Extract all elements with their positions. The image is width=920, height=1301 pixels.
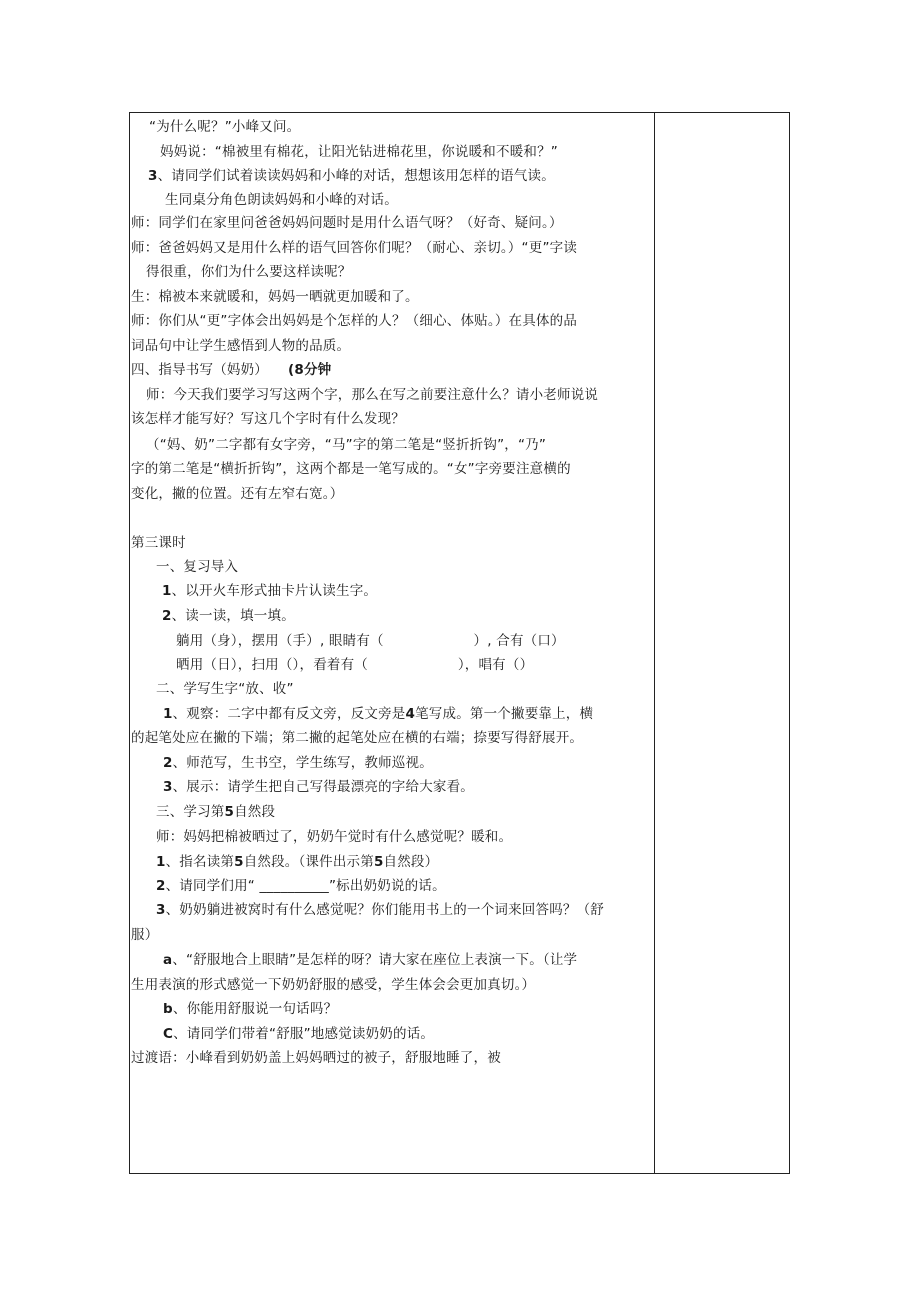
text-line: 生同桌分角色朗读妈妈和小峰的对话。	[165, 192, 398, 208]
text-line: 生用表演的形式感觉一下奶奶舒服的感受，学生体会会更加真切。）	[131, 977, 536, 993]
text-line: “为什么呢？”小峰又问。	[149, 119, 301, 135]
text-line: 妈妈说：“棉被里有棉花，让阳光钻进棉花里，你说暖和不暖和？”	[160, 144, 558, 160]
text-line: 师：爸爸妈妈又是用什么样的语气回答你们呢？（耐心、亲切。）“更”字读	[131, 240, 578, 256]
text-line: 师：今天我们要学习写这两个字，那么在写之前要注意什么？请小老师说说	[146, 387, 599, 403]
text-line: 晒用（日），扫用（），看着有（ ），唱有（）	[176, 657, 534, 673]
text-line: 的起笔处应在撇的下端；第二撇的起笔处应在横的右端；捺要写得舒展开。	[131, 730, 584, 746]
text-line: 字的第二笔是“横折折钩”，这两个都是一笔写成的。“女”字旁要注意横的	[131, 461, 571, 477]
text-line: 师：同学们在家里问爸爸妈妈问题时是用什么语气呀？（好奇、疑问。）	[131, 215, 563, 231]
section-heading: 四、指导书写（妈奶） (8分钟	[131, 362, 332, 378]
text-line: 生：棉被本来就暖和，妈妈一晒就更加暖和了。	[131, 289, 419, 305]
text-line: （“妈、奶”二字都有女字旁，“马”字的第二笔是“竖折折钩”，“乃”	[146, 437, 547, 453]
text-line: 2、师范写，生书空，学生练写，教师巡视。	[163, 755, 433, 771]
text-line: 1、观察：二字中都有反文旁，反文旁是4笔写成。第一个撇要靠上，横	[163, 706, 594, 722]
column-divider	[654, 113, 655, 1173]
text-line: 3、展示：请学生把自己写得最漂亮的字给大家看。	[163, 779, 474, 795]
text-line: 1、以开火车形式抽卡片认读生字。	[162, 583, 378, 599]
text-line: 词品句中让学生感悟到人物的品质。	[131, 338, 351, 354]
text-line: 1、指名读第5自然段。（课件出示第5自然段）	[156, 854, 439, 870]
text-line: 2、请同学们用“ __________”标出奶奶说的话。	[156, 878, 446, 894]
text-line: 师：你们从“更”字体会出妈妈是个怎样的人？（细心、体贴。）在具体的品	[131, 313, 578, 329]
text-line: C、请同学们带着“舒服”地感觉读奶奶的话。	[163, 1026, 435, 1042]
section-heading: 三、学习第5自然段	[156, 804, 276, 820]
text-line: 得很重，你们为什么要这样读呢？	[146, 264, 352, 280]
text-line: 过渡语：小峰看到奶奶盖上妈妈晒过的被子，舒服地睡了，被	[131, 1050, 501, 1066]
text-line: 3、请同学们试着读读妈妈和小峰的对话，想想该用怎样的语气读。	[148, 168, 555, 184]
text-line: 躺用（身），摆用（手）, 眼睛有（ ）, 合有（口）	[176, 633, 565, 649]
text-line: 该怎样才能写好？写这几个字时有什么发现？	[131, 411, 405, 427]
section-heading: 二、学写生字“放、收”	[156, 681, 294, 697]
text-line: 3、奶奶躺进被窝时有什么感觉呢？你们能用书上的一个词来回答吗？（舒	[156, 902, 604, 918]
lesson-heading: 第三课时	[131, 535, 186, 551]
text-line: 师：妈妈把棉被晒过了，奶奶午觉时有什么感觉呢？暖和。	[156, 829, 513, 845]
text-line: 服）	[131, 927, 159, 943]
section-heading: 一、复习导入	[156, 559, 239, 575]
text-line: a、“舒服地合上眼睛”是怎样的呀？请大家在座位上表演一下。（让学	[163, 952, 578, 968]
text-line: b、你能用舒服说一句话吗？	[163, 1001, 338, 1017]
text-line: 变化，撇的位置。还有左窄右宽。）	[131, 486, 344, 502]
text-line: 2、读一读，填一填。	[162, 608, 295, 624]
